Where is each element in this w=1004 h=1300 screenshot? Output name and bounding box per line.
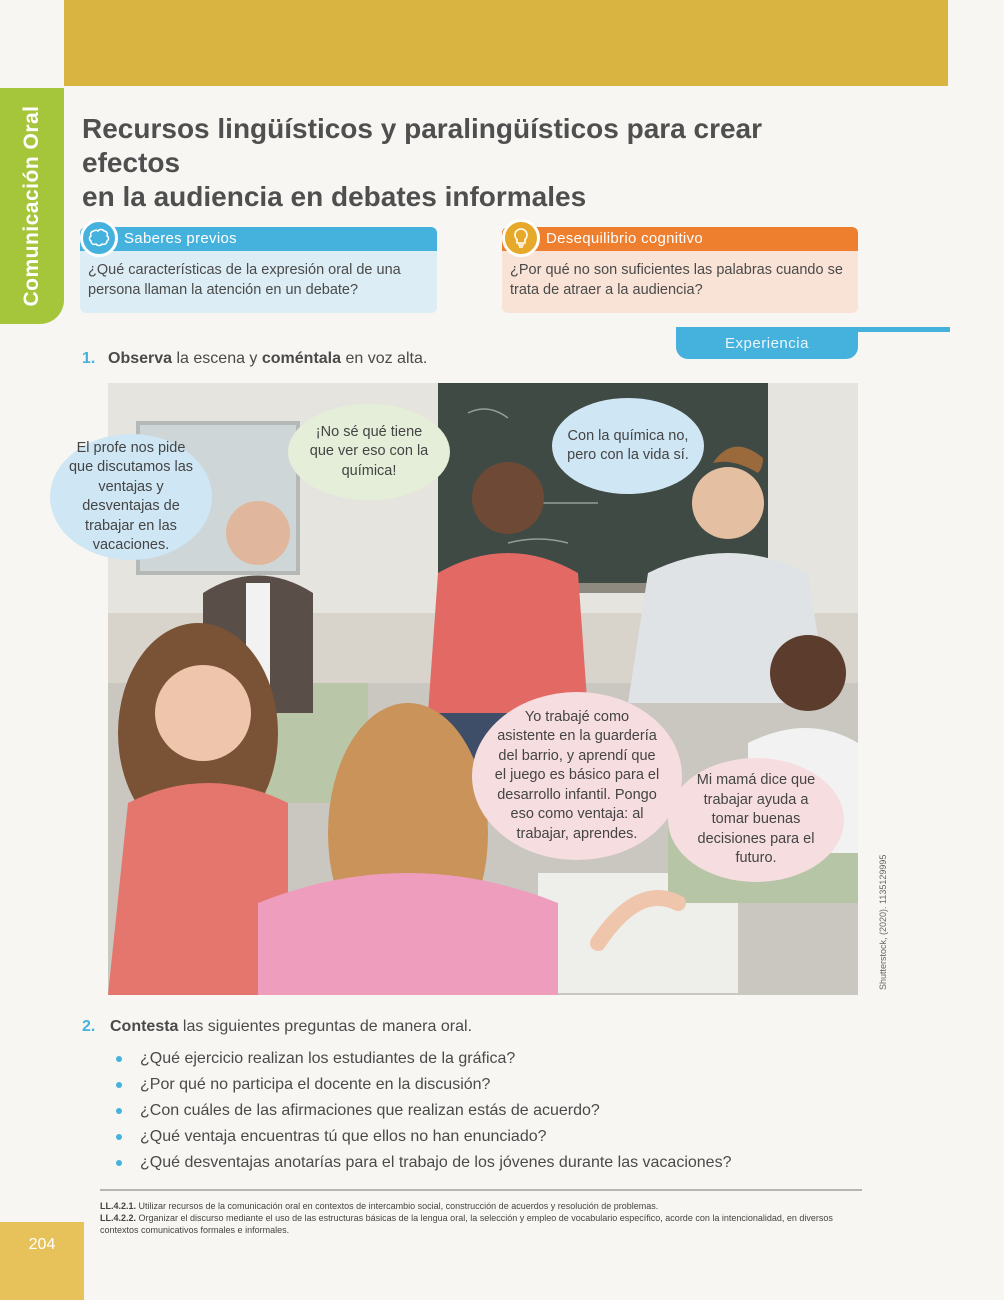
page-title-line-2: en la audiencia en debates informales [82, 181, 587, 212]
list-item [112, 1150, 832, 1176]
list-item [112, 1098, 832, 1124]
bullet-dot-icon [116, 1134, 122, 1140]
footnotes [100, 1200, 870, 1236]
footnote-code: LL.4.2.1. [100, 1201, 137, 1211]
lightbulb-icon [502, 219, 540, 257]
list-item [112, 1124, 832, 1150]
list-item [112, 1072, 832, 1098]
question-list [112, 1046, 832, 1176]
item-2-instruction [110, 1018, 472, 1036]
brain-icon [80, 219, 118, 257]
bullet-dot-icon [116, 1056, 122, 1062]
question-text: ¿Qué ventaja encuentras tú que ellos no han enunciado? [140, 1128, 547, 1145]
item-2-tail: las siguientes preguntas de manera oral. [178, 1018, 472, 1035]
item-1-tail: en voz alta. [341, 350, 428, 367]
item-2-verb-contesta: Contesta [110, 1018, 179, 1035]
item-1-verb-observa: Observa [108, 350, 173, 367]
list-item [112, 1046, 832, 1072]
footnote-text: Utilizar recursos de la comunicación oral en contextos de intercambio social, construcción de acuerdos y resolución de problemas. [136, 1201, 659, 1211]
page-corner [0, 1222, 84, 1300]
header-band [64, 0, 948, 86]
page-number: 204 [28, 1236, 56, 1253]
item-1-number: 1. [82, 350, 96, 367]
speech-bubble-profe: El profe nos pide que discutamos las ventajas y desventajas de trabajar en las vacaciones. [50, 434, 212, 560]
bullet-dot-icon [116, 1108, 122, 1114]
classroom-photo [108, 383, 858, 995]
footnote-code: LL.4.2.2. [100, 1213, 137, 1223]
footnote-1 [100, 1200, 870, 1212]
item-1-instruction [108, 350, 427, 368]
section-tab-label: Comunicación Oral [20, 105, 43, 307]
saberes-previos-box [80, 227, 437, 313]
photo-credit: Shutterstock, (2020). 1135129995 [878, 854, 888, 990]
question-text: ¿Por qué no participa el docente en la discusión? [140, 1076, 491, 1093]
saberes-previos-heading: Saberes previos [80, 227, 437, 251]
item-1-mid: la escena y [172, 350, 262, 367]
bullet-dot-icon [116, 1160, 122, 1166]
experiencia-tab: Experiencia [676, 327, 858, 359]
speech-bubble-mi-mama: Mi mamá dice que trabajar ayuda a tomar buenas decisiones para el futuro. [668, 758, 844, 882]
page-title-line-1: Recursos lingüísticos y paralingüísticos para crear efectos [82, 113, 763, 178]
footnote-divider [100, 1189, 862, 1191]
footnote-text: Organizar el discurso mediante el uso de las estructuras básicas de la lengua oral, la selección y empleo de vocabulario específico, acorde con la intencionalidad, en diversos contextos comunicativos formales e informales. [100, 1213, 833, 1235]
speech-bubble-no-se: ¡No sé qué tiene que ver eso con la química! [288, 404, 450, 500]
desequilibrio-cognitivo-heading: Desequilibrio cognitivo [502, 227, 858, 251]
bullet-dot-icon [116, 1082, 122, 1088]
item-1-verb-comentala: coméntala [261, 350, 342, 367]
speech-bubble-quimica: Con la química no, pero con la vida sí. [552, 398, 704, 494]
saberes-previos-question: ¿Qué características de la expresión oral de una persona llaman la atención en un debate? [88, 262, 401, 298]
question-text: ¿Con cuáles de las afirmaciones que realizan estás de acuerdo? [140, 1102, 600, 1119]
question-text: ¿Qué desventajas anotarías para el trabajo de los jóvenes durante las vacaciones? [140, 1154, 732, 1171]
page-title [82, 112, 862, 214]
speech-bubble-yo-trabaje: Yo trabajé como asistente en la guardería del barrio, y aprendí que el juego es básico para el desarrollo infantil. Pongo eso como ventaja: al trabajar, aprendes. [472, 692, 682, 860]
item-2-number: 2. [82, 1018, 96, 1035]
question-text: ¿Qué ejercicio realizan los estudiantes de la gráfica? [140, 1050, 516, 1067]
experiencia-rule [858, 327, 950, 332]
desequilibrio-cognitivo-box [502, 227, 858, 313]
footnote-2 [100, 1212, 870, 1236]
desequilibrio-cognitivo-question: ¿Por qué no son suficientes las palabras cuando se trata de atraer a la audiencia? [510, 262, 843, 298]
